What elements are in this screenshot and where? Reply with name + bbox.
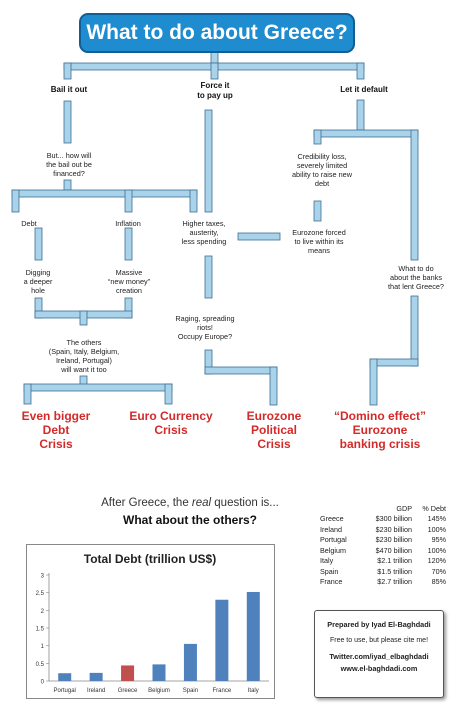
table-header-row [320,503,460,514]
connector [370,359,377,405]
bar-italy [247,592,260,681]
table-cell: Belgium [320,545,346,555]
x-tick-label: Greece [117,688,138,694]
connector [12,190,19,212]
connector [24,384,31,404]
table-cell: $1.5 trillion [377,566,412,576]
outcome-currency-crisis: Euro Currency Crisis [129,409,213,437]
connector [205,110,212,212]
table-row [320,566,460,577]
question-headline: What about the others? [123,513,257,527]
table-cell: $2.7 trillion [377,577,412,587]
connector [64,180,71,190]
table-cell: 100% [427,545,446,555]
connector [314,130,321,144]
credit-author: Prepared by Iyad El-Baghdadi [327,620,431,629]
y-tick-label: 1.5 [35,626,44,633]
question-intro-post: question is... [211,497,279,509]
node-digging: Digging a deeper hole [23,268,53,295]
table-row [320,514,460,525]
bar-greece [121,665,134,681]
chart-title: Total Debt (trillion US$) [83,552,217,566]
table-cell: Spain [320,566,339,576]
credit-twitter[interactable]: Twitter.com/iyad_elbaghdadi [329,652,429,661]
node-inflation: Inflation [115,219,141,228]
y-tick-label: 2 [40,608,44,615]
x-tick-label: Portugal [53,688,76,694]
connector [24,384,172,391]
node-debt: Debt [21,219,37,228]
bar-spain [184,644,197,681]
y-tick-label: 0 [40,679,44,686]
table-row [320,556,460,567]
table-cell: France [320,577,343,587]
table-cell: 120% [427,556,446,566]
page-title: What to do about Greece? [79,13,355,53]
node-higher-taxes: Higher taxes, austerity, less spending [181,219,227,246]
table-cell: 100% [427,524,446,534]
table-cell: 85% [431,577,446,587]
bar-ireland [90,673,103,681]
node-banks: What to do about the banks that lent Greece? [388,264,444,291]
table-cell: $230 billion [375,535,412,545]
connector [357,63,364,79]
node-eurozone-forced: Eurozone forced to live within its means [292,228,346,255]
connector [205,367,277,374]
table-cell: Ireland [320,524,342,534]
node-credibility-loss: Credibility loss, severely limited ability to raise new debt [291,152,353,188]
x-tick-label: Ireland [86,688,106,694]
outcome-banking-crisis: “Domino effect” Eurozone banking crisis [333,409,426,451]
connector [190,190,197,212]
connector [205,256,212,298]
connector [314,130,418,137]
x-tick-label: France [212,688,232,694]
outcome-political-crisis: Eurozone Political Crisis [246,409,302,451]
node-how-financed: But... how will the bail out be financed? [46,151,92,178]
connector [64,63,71,79]
connector [411,130,418,260]
table-row [320,545,460,556]
table-cell: Italy [320,556,334,566]
connector [125,228,132,260]
connector [211,63,218,79]
debt-chart-svg [27,545,274,698]
table-row [320,524,460,535]
connector [357,100,364,130]
node-massive-money: Massive “new money” creation [107,268,151,295]
x-tick-label: Italy [247,688,259,694]
table-cell: Greece [320,514,344,524]
x-tick-label: Spain [182,688,199,694]
connector [165,384,172,404]
connector [411,296,418,366]
branch-let-it-default: Let it default [340,85,388,94]
x-tick-label: Belgium [148,688,170,694]
table-cell: $470 billion [375,545,412,555]
bar-portugal [58,673,71,681]
gdp-debt-table [320,503,460,587]
table-cell: 70% [431,566,446,576]
question-intro-em: real [191,497,212,509]
credit-note: Free to use, but please cite me! [329,637,429,644]
table-header: GDP [396,503,412,513]
credit-website[interactable]: www.el-baghdadi.com [340,664,418,673]
connector [270,367,277,405]
table-header: % Debt [422,503,446,513]
bar-france [215,600,228,681]
connector [64,101,71,143]
table-cell: $2.1 trillion [377,556,412,566]
node-riots: Raging, spreading riots! Occupy Europe? [175,314,235,341]
y-tick-label: 1 [40,644,44,651]
connector [314,201,321,221]
connector [80,311,87,325]
branch-force-it: Force it to pay up [197,81,233,100]
y-tick-label: 3 [40,573,44,580]
y-tick-label: 2.5 [35,591,44,598]
table-cell: Portugal [320,535,347,545]
branch-bail-it-out: Bail it out [50,85,88,94]
outcome-debt-crisis: Even bigger Debt Crisis [21,409,91,451]
question-intro-pre: After Greece, the [101,497,192,509]
table-cell: $230 billion [375,524,412,534]
bar-belgium [153,664,166,681]
credit-box [314,610,444,698]
table-cell: $300 billion [375,514,412,524]
connector [125,190,132,212]
connector [35,228,42,260]
y-tick-label: 0.5 [35,661,44,668]
connector [238,233,280,240]
table-row [320,535,460,546]
table-cell: 95% [431,535,446,545]
node-others-want-it: The others (Spain, Italy, Belgium, Ireland, Portugal) will want it too [48,338,120,374]
table-row [320,577,460,588]
question-intro [60,497,320,509]
debt-chart [26,544,275,699]
connector [12,190,197,197]
table-cell: 145% [427,514,446,524]
